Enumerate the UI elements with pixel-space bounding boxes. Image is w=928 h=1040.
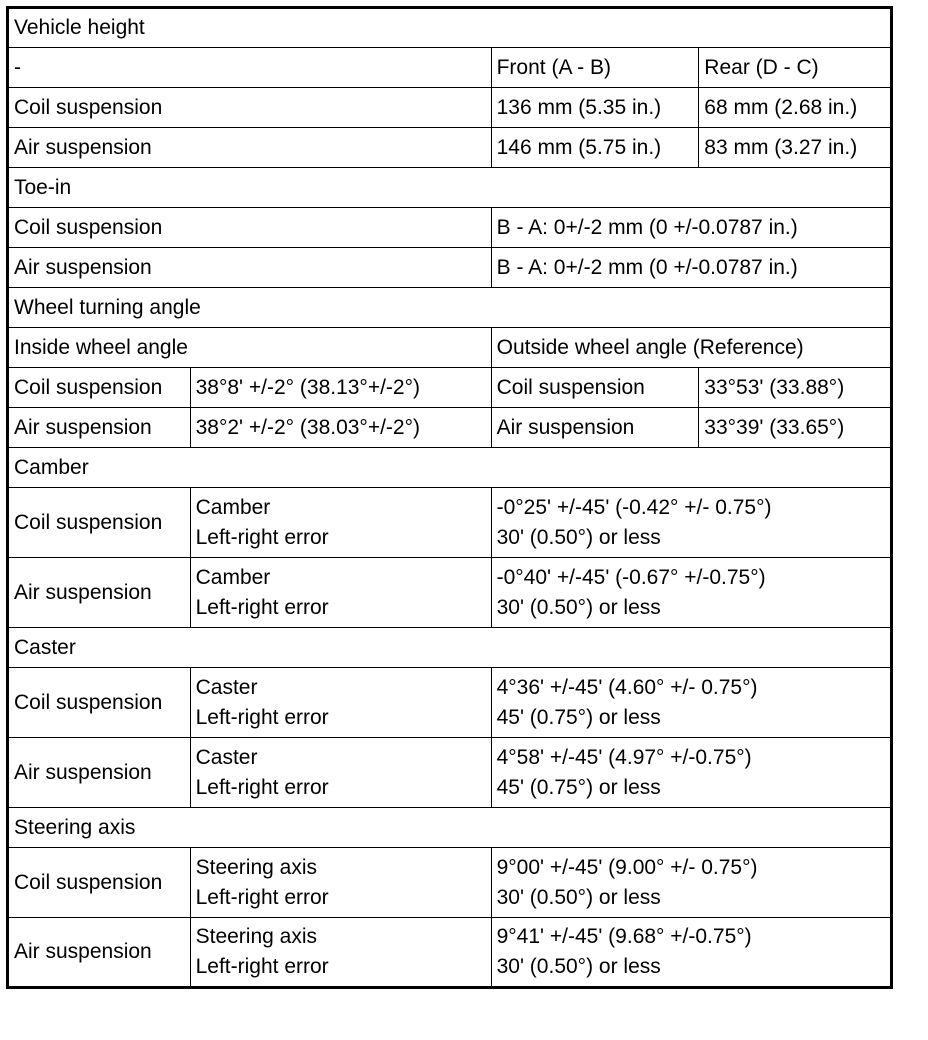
table-row bbox=[8, 328, 892, 368]
item-error-value: 45' (0.75°) or less bbox=[496, 775, 661, 799]
value-cell bbox=[491, 488, 891, 558]
item-name: Steering axis bbox=[195, 855, 318, 879]
section-header-row bbox=[8, 8, 892, 48]
item-cell bbox=[190, 738, 491, 808]
camber-title: Camber bbox=[8, 448, 892, 488]
table-row bbox=[8, 738, 892, 808]
caster-title: Caster bbox=[8, 628, 892, 668]
row-label: Air suspension bbox=[8, 128, 492, 168]
value-cell bbox=[491, 848, 891, 918]
value-cell bbox=[491, 558, 891, 628]
item-error-label: Left-right error bbox=[195, 955, 329, 978]
row-label: Coil suspension bbox=[8, 848, 191, 918]
section-header-row bbox=[8, 808, 892, 848]
front-height-value: 146 mm (5.75 in.) bbox=[491, 128, 699, 168]
item-value: 9°41' +/-45' (9.68° +/-0.75°) bbox=[496, 925, 752, 948]
item-error-value: 30' (0.50°) or less bbox=[496, 525, 661, 549]
vehicle-height-title: Vehicle height bbox=[8, 8, 892, 48]
toe-in-value: B - A: 0+/-2 mm (0 +/-0.0787 in.) bbox=[491, 208, 891, 248]
table-row bbox=[8, 488, 892, 558]
item-name: Caster bbox=[195, 675, 258, 699]
item-value: 4°58' +/-45' (4.97° +/-0.75°) bbox=[496, 745, 752, 769]
outside-wheel-angle-header: Outside wheel angle (Reference) bbox=[491, 328, 891, 368]
value-cell bbox=[491, 668, 891, 738]
inside-wheel-angle-header: Inside wheel angle bbox=[8, 328, 492, 368]
item-error-value: 30' (0.50°) or less bbox=[496, 595, 661, 619]
table-row bbox=[8, 848, 892, 918]
section-header-row bbox=[8, 168, 892, 208]
item-error-label: Left-right error bbox=[195, 595, 329, 619]
row-label: Coil suspension bbox=[8, 488, 191, 558]
outside-angle-value: 33°53' (33.88°) bbox=[699, 368, 892, 408]
section-header-row bbox=[8, 628, 892, 668]
item-error-label: Left-right error bbox=[195, 775, 329, 799]
value-cell bbox=[491, 738, 891, 808]
item-name: Steering axis bbox=[195, 925, 318, 948]
value-cell bbox=[491, 918, 891, 988]
item-value: 9°00' +/-45' (9.00° +/- 0.75°) bbox=[496, 855, 758, 879]
section-header-row bbox=[8, 448, 892, 488]
section-header-row bbox=[8, 288, 892, 328]
item-error-value: 45' (0.75°) or less bbox=[496, 705, 661, 729]
row-label: Coil suspension bbox=[8, 88, 492, 128]
row-label: Coil suspension bbox=[8, 368, 191, 408]
item-error-label: Left-right error bbox=[195, 885, 329, 909]
steering-axis-title: Steering axis bbox=[8, 808, 892, 848]
item-name: Caster bbox=[195, 745, 258, 769]
vehicle-height-header-rear: Rear (D - C) bbox=[699, 48, 892, 88]
table-row bbox=[8, 248, 892, 288]
row-label: Air suspension bbox=[8, 918, 191, 988]
table-row bbox=[8, 668, 892, 738]
row-label: Air suspension bbox=[8, 558, 191, 628]
rear-height-value: 68 mm (2.68 in.) bbox=[699, 88, 892, 128]
table-row bbox=[8, 368, 892, 408]
row-label: Air suspension bbox=[8, 248, 492, 288]
outside-row-label: Coil suspension bbox=[491, 368, 699, 408]
rear-height-value: 83 mm (3.27 in.) bbox=[699, 128, 892, 168]
item-cell bbox=[190, 488, 491, 558]
item-value: 4°36' +/-45' (4.60° +/- 0.75°) bbox=[496, 675, 758, 699]
row-label: Air suspension bbox=[8, 738, 191, 808]
toe-in-value: B - A: 0+/-2 mm (0 +/-0.0787 in.) bbox=[491, 248, 891, 288]
vehicle-height-header-front: Front (A - B) bbox=[491, 48, 699, 88]
vehicle-height-header-label: - bbox=[8, 48, 492, 88]
table-row bbox=[8, 208, 892, 248]
item-name: Camber bbox=[195, 565, 271, 589]
table-row bbox=[8, 48, 892, 88]
outside-angle-value: 33°39' (33.65°) bbox=[699, 408, 892, 448]
front-height-value: 136 mm (5.35 in.) bbox=[491, 88, 699, 128]
item-error-value: 30' (0.50°) or less bbox=[496, 885, 661, 909]
item-value: -0°25' +/-45' (-0.42° +/- 0.75°) bbox=[496, 495, 772, 519]
item-cell bbox=[190, 918, 491, 988]
table-row bbox=[8, 128, 892, 168]
item-error-label: Left-right error bbox=[195, 525, 329, 549]
item-name: Camber bbox=[195, 495, 271, 519]
item-error-value: 30' (0.50°) or less bbox=[496, 955, 661, 978]
table-row bbox=[8, 408, 892, 448]
alignment-spec-table bbox=[6, 6, 893, 989]
row-label: Coil suspension bbox=[8, 208, 492, 248]
item-cell bbox=[190, 558, 491, 628]
table-row bbox=[8, 88, 892, 128]
outside-row-label: Air suspension bbox=[491, 408, 699, 448]
toe-in-title: Toe-in bbox=[8, 168, 892, 208]
table-row bbox=[8, 558, 892, 628]
row-label: Coil suspension bbox=[8, 668, 191, 738]
item-value: -0°40' +/-45' (-0.67° +/-0.75°) bbox=[496, 565, 766, 589]
wheel-turning-angle-title: Wheel turning angle bbox=[8, 288, 892, 328]
item-error-label: Left-right error bbox=[195, 705, 329, 729]
inside-angle-value: 38°8' +/-2° (38.13°+/-2°) bbox=[190, 368, 491, 408]
row-label: Air suspension bbox=[8, 408, 191, 448]
item-cell bbox=[190, 668, 491, 738]
inside-angle-value: 38°2' +/-2° (38.03°+/-2°) bbox=[190, 408, 491, 448]
item-cell bbox=[190, 848, 491, 918]
table-row bbox=[8, 918, 892, 988]
